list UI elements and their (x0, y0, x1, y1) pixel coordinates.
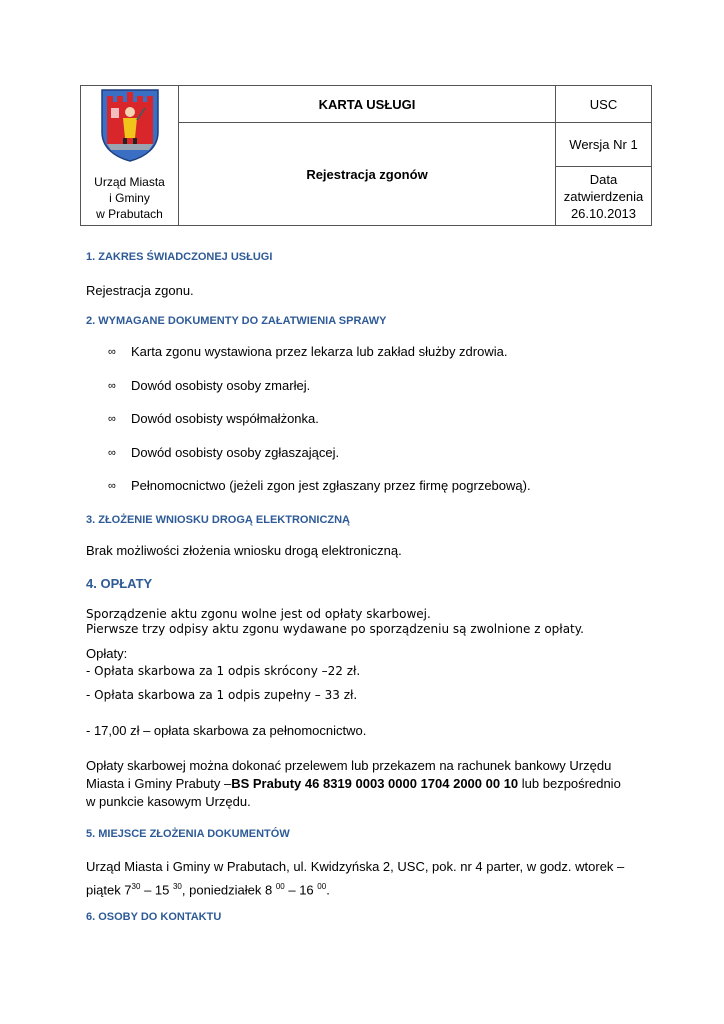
office-line: w Prabutach (96, 207, 163, 221)
payment-info (86, 757, 621, 811)
hours-text: – 15 (140, 882, 173, 898)
hours-sup: 00 (275, 882, 285, 891)
infinity-bullet-icon: ∞ (108, 446, 116, 459)
section-1-text: Rejestracja zgonu. (86, 283, 194, 298)
section-5-title: 5. MIEJSCE ZŁOŻENIA DOKUMENTÓW (86, 828, 290, 840)
hours-sup: 30 (131, 882, 141, 891)
version-cell: Wersja Nr 1 (556, 123, 652, 167)
payment-line: w punkcie kasowym Urzędu. (86, 794, 251, 809)
hours-text: piątek 7 (86, 882, 132, 898)
section-2-title: 2. WYMAGANE DOKUMENTY DO ZAŁATWIENIA SPRAWY (86, 315, 387, 327)
fee-item: - Opłata skarbowa za 1 odpis skrócony –22 zł. (86, 664, 361, 678)
list-item-text: Karta zgonu wystawiona przez lekarza lub zakład służby zdrowia. (131, 344, 508, 359)
office-line: i Gminy (109, 191, 150, 205)
hours-sup: 30 (172, 882, 182, 891)
department-cell: USC (556, 86, 652, 123)
list-item-text: Dowód osobisty osoby zgłaszającej. (131, 444, 340, 460)
service-card-header (80, 85, 652, 226)
office-cell (81, 86, 179, 226)
office-line: Urząd Miasta (94, 175, 165, 189)
address-line: Urząd Miasta i Gminy w Prabutach, ul. Kwidzyńska 2, USC, pok. nr 4 parter, w godz. wtorek – (86, 859, 625, 874)
section-1-title: 1. ZAKRES ŚWIADCZONEJ USŁUGI (86, 251, 273, 263)
hours-sup: 00 (317, 882, 327, 891)
list-item (86, 445, 531, 479)
office-name (94, 174, 165, 222)
list-item-text: Dowód osobisty współmałżonka. (131, 411, 319, 426)
coat-of-arms-icon (99, 88, 161, 162)
fee-item: - 17,00 zł – opłata skarbowa za pełnomocnictwo. (86, 723, 367, 738)
infinity-bullet-icon: ∞ (108, 379, 116, 392)
hours-line (86, 877, 624, 900)
hours-text: – 16 (284, 882, 318, 898)
infinity-bullet-icon: ∞ (108, 346, 116, 358)
fees-intro (86, 607, 584, 637)
payment-line (86, 775, 621, 793)
card-title: KARTA USŁUGI (179, 86, 556, 123)
hours-text: , poniedziałek 8 (181, 882, 276, 898)
fees-line: Sporządzenie aktu zgonu wolne jest od opłaty skarbowej. (86, 607, 431, 621)
fees-label: Opłaty: (86, 646, 128, 661)
approval-label: Data zatwierdzenia (563, 171, 644, 204)
list-item (86, 344, 531, 378)
approval-date: 26.10.2013 (570, 205, 637, 221)
list-item (86, 478, 531, 512)
hours-text: . (326, 882, 330, 898)
section-3-title: 3. ZŁOŻENIE WNIOSKU DROGĄ ELEKTRONICZNĄ (86, 514, 350, 526)
submission-place (86, 857, 624, 900)
service-name: Rejestracja zgonów (179, 123, 556, 226)
payment-line: Opłaty skarbowej można dokonać przelewem lub przekazem na rachunek bankowy Urzędu (86, 758, 612, 773)
infinity-bullet-icon: ∞ (108, 413, 116, 425)
section-4-title: 4. OPŁATY (86, 576, 153, 591)
payment-text: Miasta i Gminy Prabuty – (86, 776, 232, 791)
infinity-bullet-icon: ∞ (108, 480, 116, 492)
fee-item: - Opłata skarbowa za 1 odpis zupełny – 33 zł. (86, 688, 358, 702)
bank-account: BS Prabuty 46 8319 0003 0000 1704 2000 00 10 (231, 776, 519, 791)
section-3-text: Brak możliwości złożenia wniosku drogą elektroniczną. (86, 543, 402, 558)
list-item (86, 411, 531, 445)
list-item-text: Pełnomocnictwo (jeżeli zgon jest zgłaszany przez firmę pogrzebową). (131, 478, 531, 493)
documents-list (86, 344, 531, 512)
approval-cell (556, 167, 652, 226)
section-6-title: 6. OSOBY DO KONTAKTU (86, 911, 222, 923)
fees-line: Pierwsze trzy odpisy aktu zgonu wydawane po sporządzeniu są zwolnione z opłaty. (86, 622, 584, 636)
payment-text: lub bezpośrednio (518, 776, 621, 791)
list-item (86, 378, 531, 412)
list-item-text: Dowód osobisty osoby zmarłej. (131, 377, 311, 393)
